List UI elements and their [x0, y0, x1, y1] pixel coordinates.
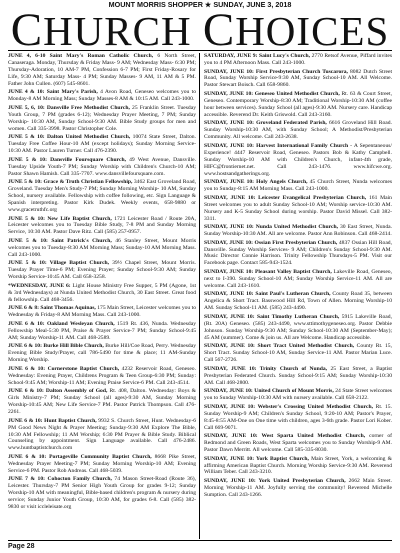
listing-heading: *WEDNESDAY, JUNE 6:	[8, 282, 71, 289]
listing-heading: JUNE 7 & 10: Cohocton Family Church,	[8, 476, 112, 483]
listing-heading: SUNDAY, JUNE 10: Saint Paul's Lutheran Church,	[204, 291, 331, 298]
banner-cap-1: C	[10, 4, 44, 56]
listing-heading: SUNDAY, JUNE 10: Trinity Church of Nunda,	[204, 365, 328, 372]
listing-text: Rt. 63 & Court Street, Geneseo. Contemporary Worship-8:30 AM; Traditional Worship-10:30 AM (coffee hour between services). Sunday School (all ages)-9:30 AM. Nursery care. Handicap accessible. Reverend Dr. Keith Griswold. Call 243-3160.	[204, 90, 392, 118]
church-listing	[8, 134, 196, 155]
listing-heading: JUNE 6 & 10: Hunt Baptist Church,	[8, 417, 97, 424]
church-listing	[204, 388, 392, 402]
listing-text: County Rt. 15, Short Tract. Sunday School-10 AM, Sunday Service-11 AM. Pastor Marian Luce. Call 567-2726.	[204, 343, 392, 364]
listing-text: Main Street, York, a welcoming & affirming American Baptist Church. Morning Worship Service-9:30 AM. Reverend William Teber. Call 243-3210.	[204, 455, 392, 476]
church-listing	[204, 224, 392, 238]
banner-word-2: HOICES	[235, 8, 390, 54]
church-listing	[8, 476, 196, 511]
listing-heading: SUNDAY, JUNE 10: United Church of Mount Morris,	[204, 388, 334, 395]
listing-text: 6616 Groveland Hill Road. Sunday Worship-10:30 AM, with Sunday School; A Methodist/Presbyterian Community. All welcome. Call 243-2638.	[204, 120, 392, 141]
church-listing	[204, 120, 392, 141]
listing-text: corner of Redmond and Green Roads, West Sparta welcomes you to Sunday Worship-9 AM. Pastor Dawn Merritt. All welcome. Call 585-335-8030.	[204, 433, 392, 454]
church-listing	[204, 269, 392, 290]
listing-text: 8082 Dutch Street Road, Sunday Worship Service-9:30 AM, Sunday School-10 AM. All Welcome. Pastor Stewart Boisch. Call 658-9860.	[204, 68, 392, 89]
listing-text: 49 West Avenue, Dansville. Tuesday Upside Youth-7 PM; Sunday Worship with Children's Church-10 AM; Pastor Shawn Hamish. Call 335-7707. www.dansvillefoursquare.com.	[8, 156, 196, 177]
listing-heading: JUNE 5 & 10: New Life Baptist Church,	[8, 215, 112, 222]
church-listing	[204, 240, 392, 268]
church-listing	[204, 404, 392, 432]
church-listing	[8, 343, 196, 364]
listing-text: 25 East Street, a Baptist Presbyterian Federated Church. Sunday School-9:15 AM; Sunday Worship-10:30 AM. Call 468-2800.	[204, 365, 392, 386]
listing-heading: SUNDAY, JUNE 10: Ossian First Presbyterian Church,	[204, 239, 338, 246]
church-listing	[8, 305, 196, 319]
church-listing	[8, 366, 196, 387]
left-column	[8, 53, 196, 539]
church-listing	[8, 283, 196, 304]
listing-text: 45 Church Street, Nunda welcomes you to Sunday-8:15 AM Morning Mass. Call 243-1000.	[204, 179, 392, 193]
listing-text: 46 Stanley Street, Mount Morris welcomes you to Tuesday-8:30 AM Morning Mass; Sunday-10 AM Morning Mass. Call 243-1000.	[8, 237, 196, 258]
church-listing	[8, 388, 196, 416]
listing-text: 4837 Ossian Hill Road, Dansville. Sunday Worship Services- 9 AM; Children's Sunday School-9:30 AM. Music Director Connie Harrison. Trinity Fellowship Thursdays-5 PM. Visit our Facebook page. Contact 585-943-1524.	[204, 239, 392, 267]
listing-text: 5915 Lakeville Road, (Rt. 20A) Geneseo. (585) 243-4490, www.sttimothygeneseo.org. Pastor Debbie Johnson. Sunday Worship-9:30 AM; Sunday School-10:30 AM (September-May); 45 AM (summer). Come & join us. All are Welcome. Handicap accessible.	[204, 313, 392, 341]
listing-text: 24 State Street welcomes you to Sunday Worship-10:30 AM with nursery available. Call 658-2122.	[204, 388, 392, 402]
top-divider	[8, 50, 392, 51]
listing-heading: JUNE 6 & 10: Cornerstone Baptist Church,	[8, 365, 120, 372]
listing-text: 161 Main Street welcomes you to adult Sunday School-10 AM; Worship service-10:30 AM. Nursery and K-5 Sunday School during worship. Pastor David Missel. Call 382-3311.	[204, 194, 392, 222]
listing-heading: SUNDAY, JUNE 10: Holy Angels Church,	[204, 179, 308, 186]
church-listing	[8, 216, 196, 237]
listing-heading: JUNE 4, 6-10 Saint Mary's Roman Catholic Church,	[8, 53, 154, 59]
listing-heading: SUNDAY, JUNE 10: Webster's Crossing United Methodist Church,	[204, 403, 373, 410]
listing-heading: JUNE 5, 6, 10: Dansville Free Methodist Church,	[8, 104, 130, 111]
listing-heading: SUNDAY, JUNE 10: Geneseo United Methodist Church,	[204, 90, 340, 97]
church-listing	[204, 433, 392, 454]
listing-text: 10074 State Street, Dalton. Tuesday Free Coffee Hour-10 AM (except holidays); Sunday Morning Service-10:30 AM. Pastor Lauren Turner. Call 476-2390.	[8, 134, 196, 155]
bottom-divider	[8, 540, 392, 541]
listing-text: 2770 Retsof Avenue, Piffard invites you to 4 PM Afternoon Mass. Call 243-1000.	[204, 53, 392, 66]
listing-heading: SUNDAY, JUNE 10: West Sparta United Methodist Church,	[204, 433, 366, 440]
church-listing	[8, 89, 196, 103]
page-number: Page 28	[8, 543, 35, 550]
listing-heading: SATURDAY, JUNE 9: Saint Lucy's Church,	[204, 53, 311, 59]
listing-heading: JUNE 5 & 10: Saint Patrick's Church,	[8, 237, 112, 244]
listing-text: Lakeville Road, Geneseo, next to I-390. Sunday School-10 AM; Sunday Worship Service-11 AM. All are welcome. Call 243-1610.	[204, 268, 392, 289]
banner-word-1: HURCH	[43, 8, 192, 54]
listing-heading: JUNE 6 & 10: Oakland Wesleyan Church,	[8, 320, 115, 327]
listing-text: 6 North Street, Canaseraga. Monday, Thursday & Friday Mass- 9 AM; Wednesday Mass- 6:30 PM; Thursday-Adoration, 10 AM-7 PM, Confession 6-7 PM; First Friday-Rosary for Life, 9:30 AM; Saturday Mass- 4 PM; Sunday Masses- 9 AM, 11 AM & 5 PM. Father John Cullen. (607) 545-8601.	[8, 53, 196, 87]
listing-text: 175 Main Street, Leicester welcomes you to Wednesday & Friday-8 AM Morning Mass. Call 243-1000.	[8, 305, 196, 319]
listing-heading: SUNDAY, JUNE 10: Leicester Evangelical Presbyterian Church,	[204, 194, 367, 201]
church-listing	[204, 343, 392, 364]
listing-heading: SUNDAY, JUNE 10: Groveland Federated Parish,	[204, 120, 327, 127]
church-listing	[8, 260, 196, 281]
listing-text: Rt. 408, Dalton. Wednesday: Boys & Girls Ministry-7 PM; Sunday School (all ages)-9:30 AM, Sunday Morning Worship-10:45 AM; New Life Service-7 PM. Pastor Patrick Thompson. Call 476-2261.	[8, 388, 196, 416]
church-listing	[8, 105, 196, 133]
listing-text: County Road 35, between Angelica & Short Tract. Basswood Hill Rd, Town of Allen. Morning Worship-10 AM. Sunday School-11 AM. (585) 243-4490.	[204, 291, 392, 312]
church-listing	[204, 143, 392, 178]
listing-text: 74 Mason Street-Road (Route 36), Leicester. Thursday-7 PM Senior High Youth Group for grades 9-12; Sunday Worship-10 AM with meaningful, Bible-based children's program & nursery during service; Sunday Junior Youth Group, 10:30 AM, for grades 6-8. Call (585) 382-9830 or visit iccleleisate.org	[8, 476, 196, 511]
listing-heading: JUNE 5 & 10: Grace & Truth Christian Fellowship,	[8, 179, 133, 186]
listing-text: 2662 Main Street. Morning Worship-11 AM. Joyfully serving the community! Reverend Michelle Sumption. Call 243-1266.	[204, 478, 392, 498]
listing-text: 1519 Rt. 436, Nunda. Wednesday Fellowship Meal-5:30 PM, Praise & Prayer Service-7 PM; Sunday School-9:45 AM; Sunday Worship-11 AM. Call 468-2589.	[8, 320, 196, 341]
column-divider	[199, 53, 200, 539]
listing-heading: SUNDAY, JUNE 10: Nunda United Methodist Church,	[204, 224, 338, 231]
church-listing	[8, 53, 196, 88]
church-listing	[204, 179, 392, 193]
banner-cap-2: C	[202, 4, 236, 56]
church-listing	[204, 91, 392, 119]
listing-text: 4232 Reservoir Road, Geneseo. Wednesday: Evening Prayer, Childrens Program & Teen Group-6:30 PM; Sunday: School-9:45 AM; Worship-11 AM; Evening Praise Service-6 PM. Call 243-4514.	[8, 365, 196, 386]
listing-text: Light House Ministry Free Supper, 5 PM (Agone, 1st & 3rd Wednesdays) at Nunda United Methodist Church, 30 East Street. Great food & fellowship. Call 468-3456.	[8, 282, 196, 303]
church-listing	[204, 69, 392, 90]
listing-text: Burke Hill/Coe Road, Perry. Wednesday Evening Bible Study/Prayer, call 786-5490 for time & place; 11 AM-Sunday Morning Worship.	[8, 343, 196, 364]
church-listing	[204, 291, 392, 312]
right-column	[204, 53, 392, 539]
listing-text: 1721 Leicester Road / Route 20A, Leicester welcomes you to Tuesday Bible Study, 7-8 PM and Sunday Morning Service, 10:30 AM. Pastor Dave Ritz. Call (585) 257-0957.	[8, 215, 196, 236]
listing-heading: JUNE 5 & 10: Dansville Foursquare Church,	[8, 156, 126, 163]
listing-heading: SUNDAY, JUNE 10: York United Presbyterian Church,	[204, 478, 346, 485]
listing-text: 8668 Pike Street, Wednesday Prayer Meeting-7 PM; Sunday Morning Worship-10 AM; Evening Service-6 PM. Pastor Rob Andreas. Call 468-5039.	[8, 453, 196, 474]
listing-text: 4 Avon Road, Geneseo welcomes you to Monday-8 AM Morning Mass; Sunday Masses-8 AM & 10:15 AM. Call 243-1000.	[8, 89, 196, 103]
listing-heading: SUNDAY, JUNE 10: Harvest International Family Church	[204, 142, 349, 149]
church-listing	[8, 238, 196, 259]
listing-text: 9932 S. Church Street, Hunt. Wednesday-6 PM Good News Night & Prayer Meeting; Sunday-9:30 AM Explore The Bible, 10:30 AM Fellowship; 11 AM Worship; 6:30 PM Prayer & Bible Study. Biblical Counseling by appointment. Sign Language available. Call 476-2486. www.huntbaptistchurch.com	[8, 417, 196, 452]
listing-text: 25 Franklin Street. Tuesday Youth Group, 7 PM (grades 6-12); Wednesday Prayer Meeting, 7 PM; Sunday Worship- 10:30 AM, Sunday School-9:30 AM. Bible Study groups for men and women. Call 335-3998. Pastor Christopher Cole.	[8, 104, 196, 132]
listing-text: Rt. 15. Sunday Worship-9 AM; Children's Sunday School, 9:20-10 AM; Pastor's Prayer, 8:45-8:55 AM-One on One time with children, ages 3-6th grade. Pastor Lori Kober. Call 669-9071.	[204, 403, 392, 431]
listing-text: 39½ Chapel Street, Mount Morris. Tuesday Prayer Time-6 PM; Evening Prayer; Sunday School-9:30 AM; Sunday Worship Service-10:45 AM. Call 658-3258.	[8, 260, 196, 281]
church-listing	[204, 456, 392, 477]
listing-heading: JUNE 6 & 10: Dalton Assembly of God,	[8, 388, 108, 395]
church-listing	[8, 321, 196, 342]
listing-text: 3462 East Groveland Road, Groveland. Tuesday Men's Study-7 PM; Sunday Morning Worship- 10 AM, Sunday School, nursery available. Fellowship with coffee following, etc. Sign Language & Spanish interpreting. Pastor Kirk Dudek. Weekly events, 658-9880 or www.gracetruthfc.org	[8, 179, 196, 213]
listing-heading: JUNE 6 & 8: Saint Thomas Aquinas,	[8, 305, 96, 312]
listing-heading: JUNE 6 & 10: Portageville Community Baptist Church,	[8, 453, 152, 460]
church-listing	[8, 454, 196, 475]
listing-text: 30 East Street, Nunda. Sunday Worship-10:30 AM. All are welcome. Pastor Ann Robinson. Call 468-2414.	[204, 224, 392, 238]
church-listing	[204, 314, 392, 342]
listing-heading: JUNE 6 & 10: Burke Hill Bible Church,	[8, 343, 104, 350]
church-listing	[204, 366, 392, 387]
church-listing	[8, 418, 196, 453]
listing-text: - A Sepentaneous/ Experience! 4447 Reservoir Road, Geneseo. Pastors Bob & Kathy Campbell. Sunday Worship-10 AM with Children's Church, infant-4th grade, HIFC@frontiernet.net. Call 243-1476. www.hifcwe.org. www.hostsandgatherings.org.	[204, 142, 392, 177]
publication-header: MOUNT MORRIS SHOPPER ★ SUNDAY, JUNE 3, 2018	[108, 0, 292, 9]
listing-heading: JUNE 5 & 10: Dalton United Methodist Church,	[8, 134, 131, 141]
church-listing	[8, 179, 196, 214]
listing-heading: JUNE 5 & 10: Village Baptist Church,	[8, 260, 110, 267]
listing-heading: SUNDAY, JUNE 10: Saint Timothy Lutheran Church,	[204, 313, 340, 320]
listing-heading: SUNDAY, JUNE 10: Pleasant Valley Baptist Church,	[204, 268, 332, 275]
church-listing	[204, 478, 392, 499]
listing-heading: SUNDAY, JUNE 10: Short Tract United Methodist Church,	[204, 343, 355, 350]
church-listing	[204, 53, 392, 67]
church-listing	[204, 195, 392, 223]
listing-heading: SUNDAY, JUNE 10: York Baptist Church,	[204, 455, 309, 462]
listing-heading: SUNDAY, JUNE 10: First Presbyterian Church Tuscarora,	[204, 68, 348, 75]
listing-heading: JUNE 4 & 10: Saint Mary's Parish,	[8, 89, 98, 96]
church-listing	[8, 157, 196, 178]
